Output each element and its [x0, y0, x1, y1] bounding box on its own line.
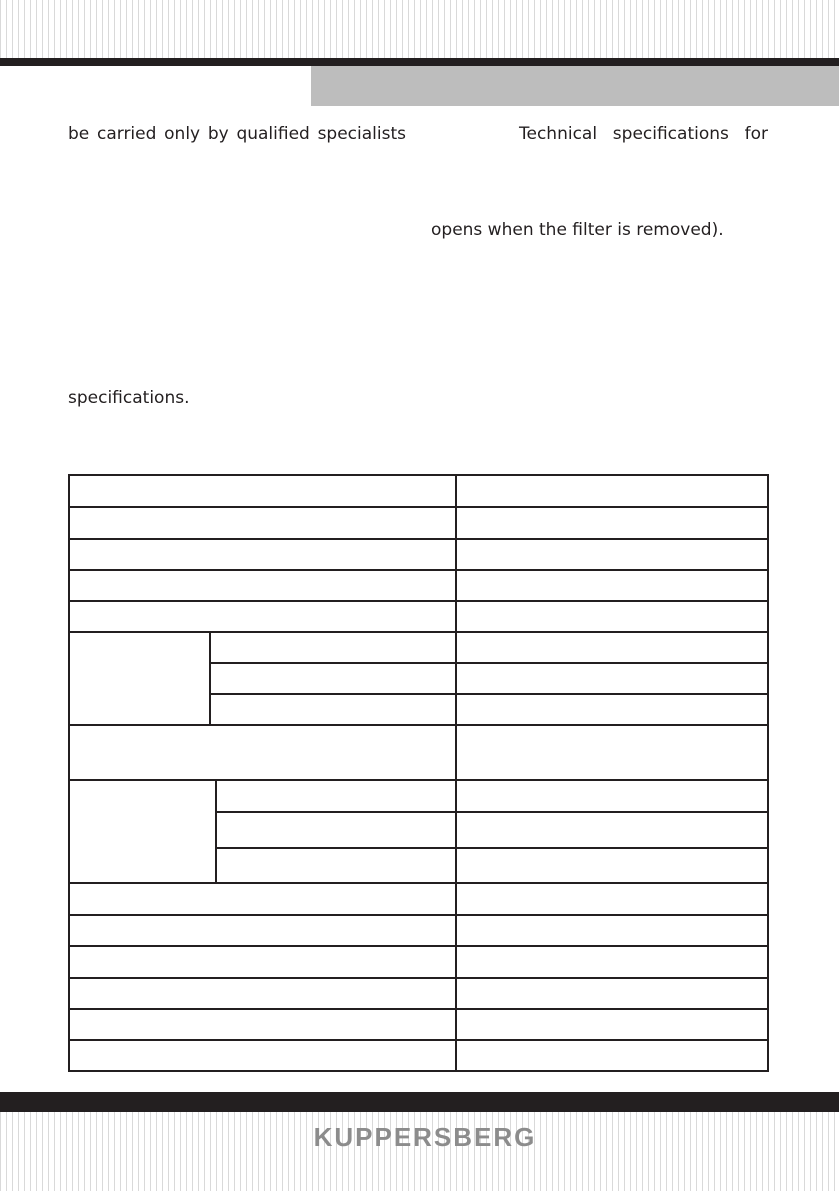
header-bar: [0, 58, 839, 66]
table-row-line: [70, 779, 767, 781]
brand-logo: KUPPERSBERG: [313, 1122, 537, 1152]
table-row-line: [215, 811, 767, 813]
paragraph-line-left-1: [68, 124, 406, 144]
table-subcolumn-divider: [209, 631, 211, 726]
table-row-line: [209, 693, 767, 695]
word: only: [164, 124, 201, 144]
table-row-line: [70, 1008, 767, 1010]
table-row-line: [70, 1039, 767, 1041]
word: by: [207, 124, 229, 144]
table-row-line: [70, 945, 767, 947]
header-stripe-pattern: [0, 0, 839, 58]
specifications-table: [68, 474, 769, 1072]
section-title-banner: [311, 66, 839, 106]
word: Technical: [519, 124, 598, 144]
table-row-line: [70, 882, 767, 884]
table-row-line: [70, 977, 767, 979]
table-row-line: [70, 569, 767, 571]
word: qualified: [236, 124, 310, 144]
table-row-line: [70, 914, 767, 916]
footer-bar: [0, 1092, 839, 1112]
word: carried: [96, 124, 157, 144]
table-row-line: [70, 506, 767, 508]
table-row-line: [70, 538, 767, 540]
table-subcolumn-divider: [215, 780, 217, 884]
paragraph-line-right-2: opens when the filter is removed).: [431, 220, 724, 240]
paragraph-line-right-1: [519, 124, 768, 144]
word: for: [744, 124, 768, 144]
table-row-line: [70, 631, 767, 633]
word: specialists: [317, 124, 406, 144]
word: be: [68, 124, 90, 144]
paragraph-line-left-2: specifications.: [68, 388, 190, 408]
table-row-line: [209, 662, 767, 664]
table-row-line: [215, 847, 767, 849]
table-row-line: [70, 724, 767, 726]
table-row-line: [70, 600, 767, 602]
word: specifications: [612, 124, 729, 144]
table-column-divider: [455, 476, 457, 1070]
